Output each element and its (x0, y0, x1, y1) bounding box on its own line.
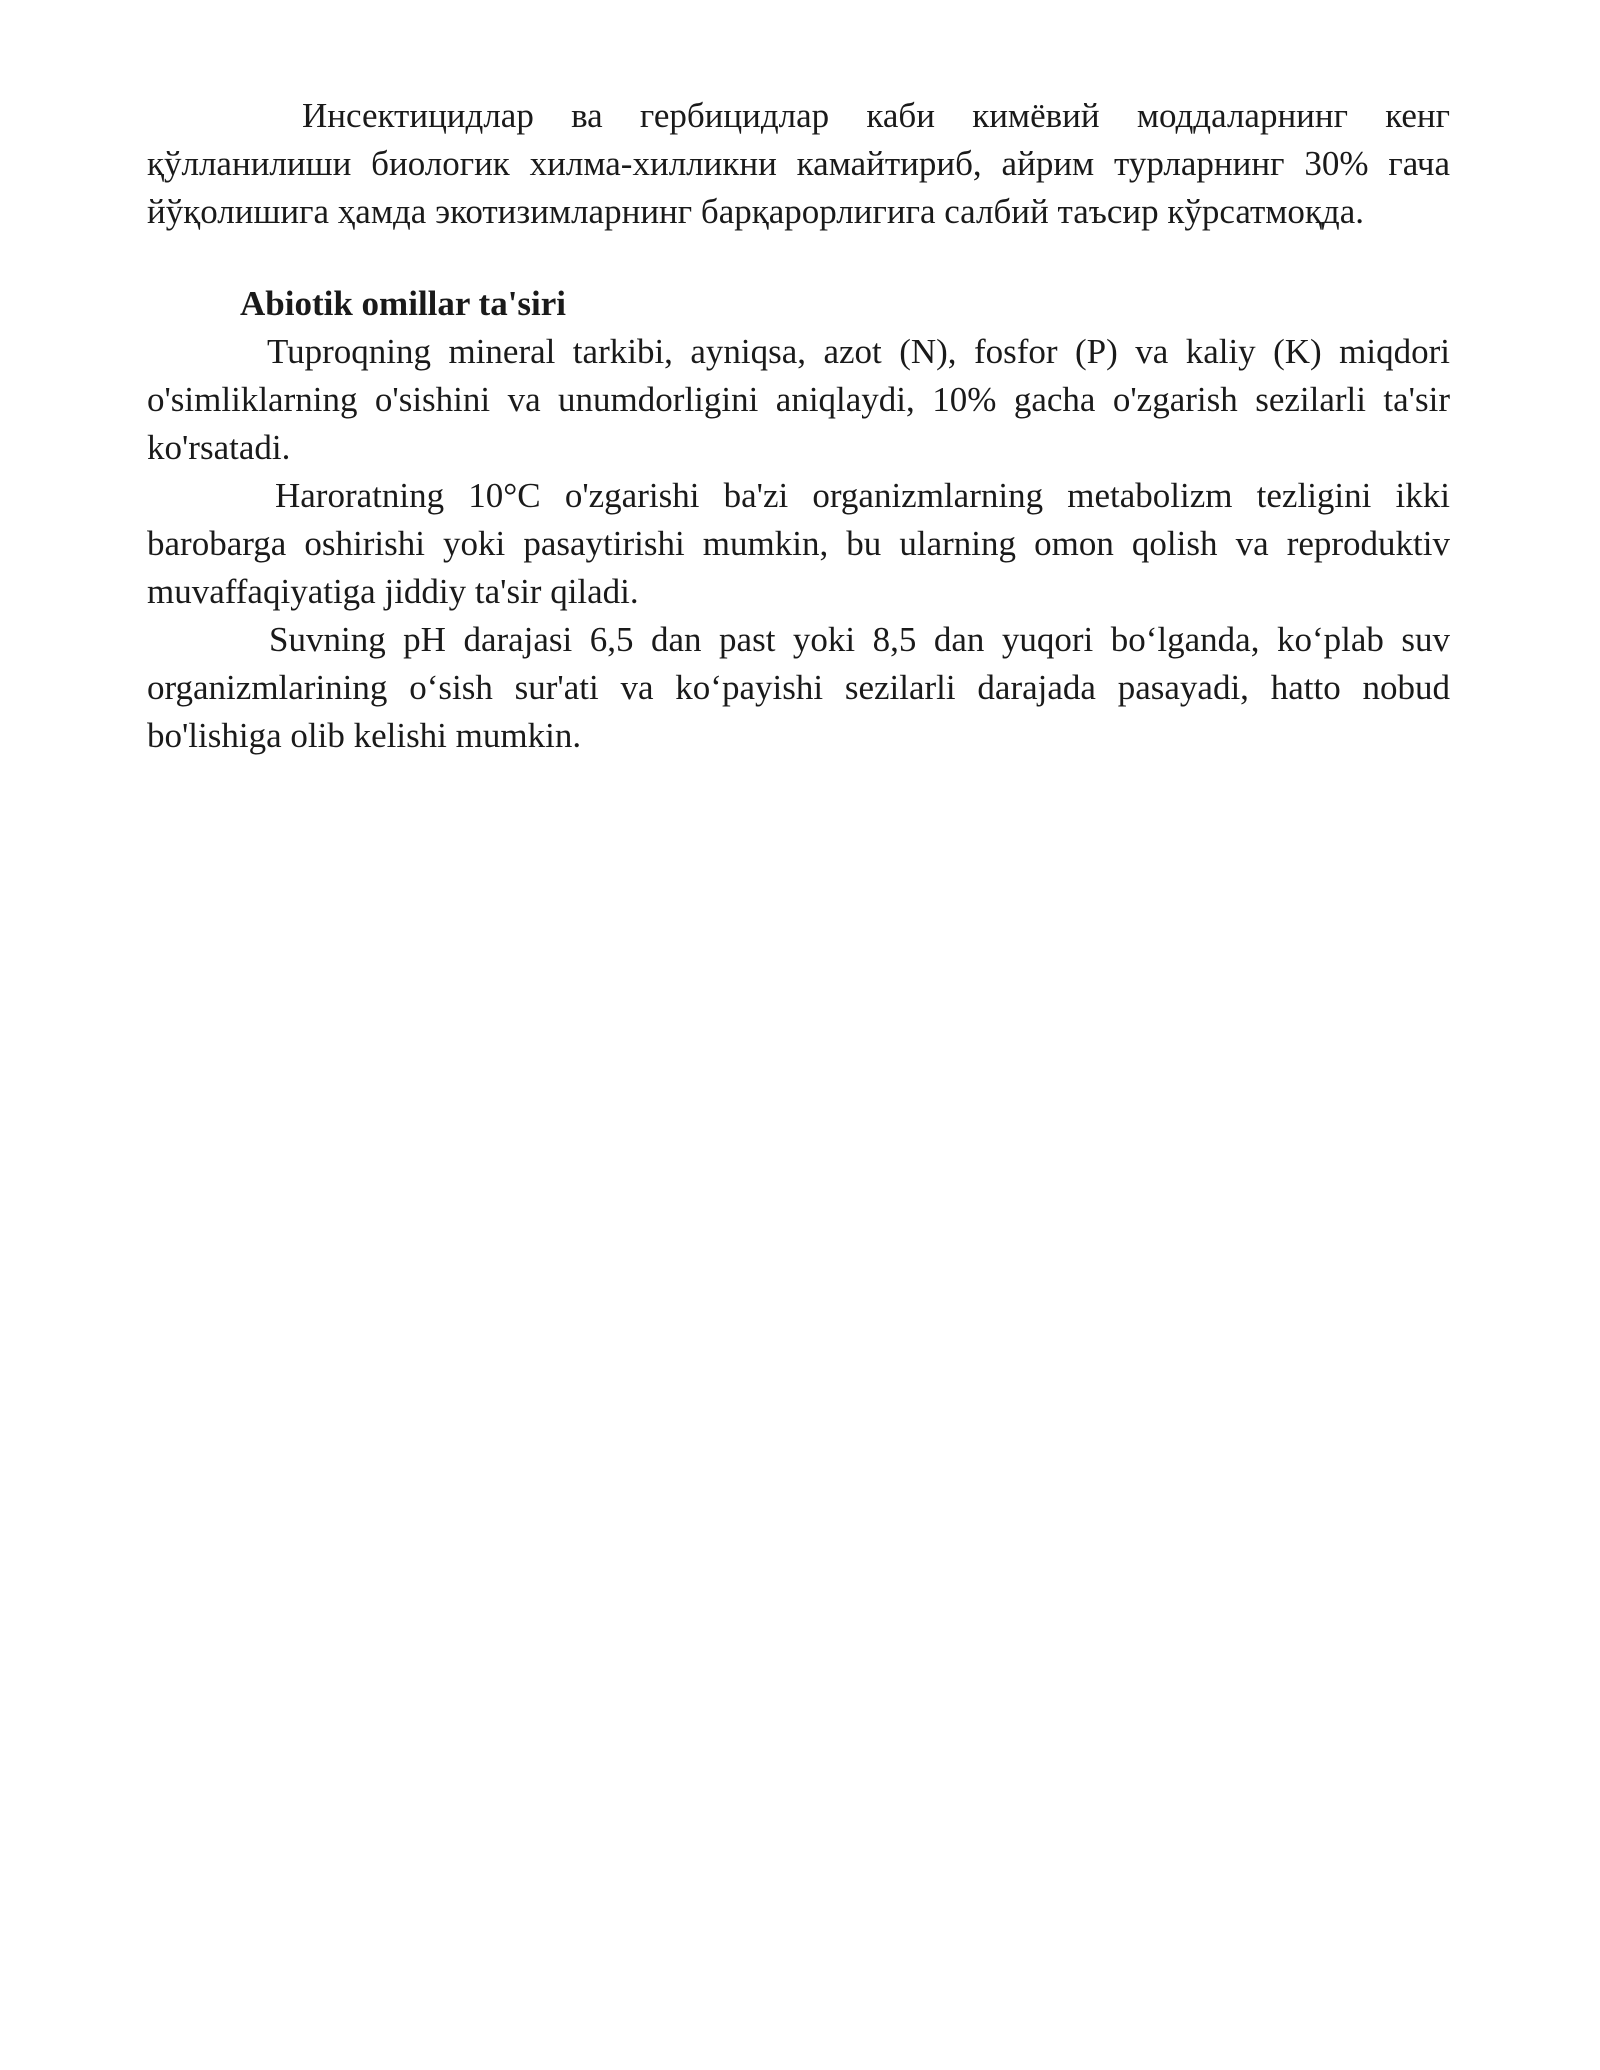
paragraph-soil-minerals: Tuproqning mineral tarkibi, ayniqsa, azot (N), fosfor (P) va kaliy (K) miqdori o'simliklarning o'sishini va unumdorligini aniqlaydi, 10% gacha o'zgarish sezilarli ta'sir ko'rsatadi. (147, 332, 1450, 467)
paragraph-water-ph: Suvning pH darajasi 6,5 dan past yoki 8,5 dan yuqori boʻlganda, koʻplab suv organizmlarining oʻsish sur'ati va koʻpayishi sezilarli darajada pasayadi, hatto nobud bo'lishiga olib kelishi mumkin. (147, 620, 1450, 755)
paragraph-temperature: Haroratning 10°C o'zgarishi ba'zi organizmlarning metabolizm tezligini ikki barobarga oshirishi yoki pasaytirishi mumkin, bu ularning omon qolish va reproduktiv muvaffaqiyatiga jiddiy ta'sir qiladi. (147, 476, 1450, 611)
paragraph-pesticides: Инсектицидлар ва гербицидлар каби кимёвий моддаларнинг кенг қўлланилиши биологик хилма-хилликни камайтириб, айрим турларнинг 30% гача йўқолишига ҳамда экотизимларнинг барқарорлигига салбий таъсир кўрсатмоқда. (147, 96, 1450, 231)
document-body (147, 92, 1450, 760)
section-heading: Abiotik omillar ta'siri (240, 284, 567, 323)
